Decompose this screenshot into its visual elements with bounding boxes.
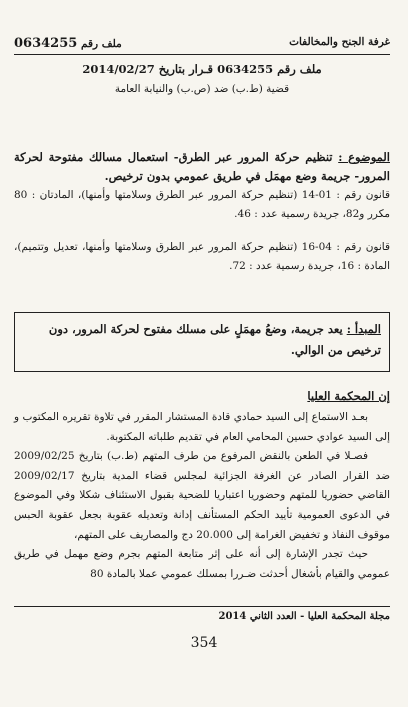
subject-text: تنظيم حركة المرور عبر الطرق- استعمال مسالك مفتوحة لحركة المرور- جريمة وضع مهمَل في طريق عمومي بدون ترخيص. (14, 150, 390, 183)
footer-divider (14, 606, 390, 607)
principle-label: المبدأ : (346, 322, 381, 336)
paragraph: بعـد الاستماع إلى السيد حمادي قادة المستشار المقرر في تلاوة تقريره المكتوب و إلى السيد عوادي حسين المحامي العام في تقديم طلباته المكتوبة. (14, 411, 390, 443)
paragraph: فصـلا في الطعن بالنقض المرفوع من طرف المتهم (ط.ب) بتاريخ 2009/02/25 ضد القرار الصادر عن الغرفة الجزائية لمجلس قضاء المدية بتاريخ 2009/02/17 القاضي حضوريا للمتهم وحضوريا اعتباريا للضحية بقبول الاستئناف شكلا وفي الموضوع في الدعوى العمومية تأييد الحكم المستأنف إدانة وتعديله عقوبة بجعل عقوبة الحبس موقوف النفاذ و تخفيض الغرامة إلى 20.000 دج والمصاريف على المتهم، (14, 450, 390, 541)
header-file-number (14, 36, 122, 51)
court-heading: إن المحكمة العليا (307, 389, 390, 403)
chamber-title: غرفة الجنح والمخالفات (289, 36, 390, 48)
journal-title: مجلة المحكمة العليا - العدد الثاني 2014 (218, 611, 390, 622)
decision-body (14, 408, 390, 584)
subject-section (14, 148, 390, 186)
paragraph: حيث تجدر الإشارة إلى أنه على إثر متابعة المتهم بجرم وضع مهمل في طريق عمومي والقيام بأشغال أحدثت ضـررا بمسلك عمومي عملا بالمادة 80 (14, 548, 390, 580)
principle-text: يعد جريمة، وضعُ مهمَلٍ على مسلك مفتوح لحركة المرور، دون ترخيص من الوالي. (48, 322, 381, 357)
page-number: 354 (190, 635, 218, 651)
principle-box (14, 312, 390, 372)
file-number: 0634255 (14, 36, 78, 51)
file-label: ملف رقم (80, 38, 122, 50)
law-reference: قانون رقم : 04-16 (تنظيم حركة المرور عبر الطرق وسلامتها وأمنها، تعديل وتتميم)، المادة : 16، جريدة رسمية عدد : 72. (14, 241, 390, 272)
law-reference: قانون رقم : 01-14 (تنظيم حركة المرور عبر الطرق وسلامتها وأمنها)، المادتان : 80 مكرر و82، جريدة رسمية عدد : 46. (14, 189, 391, 220)
case-parties: قضية (ط.ب) ضد (ص.ب) والنيابة العامة (114, 83, 290, 95)
page-header (14, 34, 390, 55)
subject-label: الموضوع : (338, 150, 390, 164)
decision-line: ملف رقم 0634255 قـرار بتاريخ 2014/02/27 (82, 62, 322, 76)
